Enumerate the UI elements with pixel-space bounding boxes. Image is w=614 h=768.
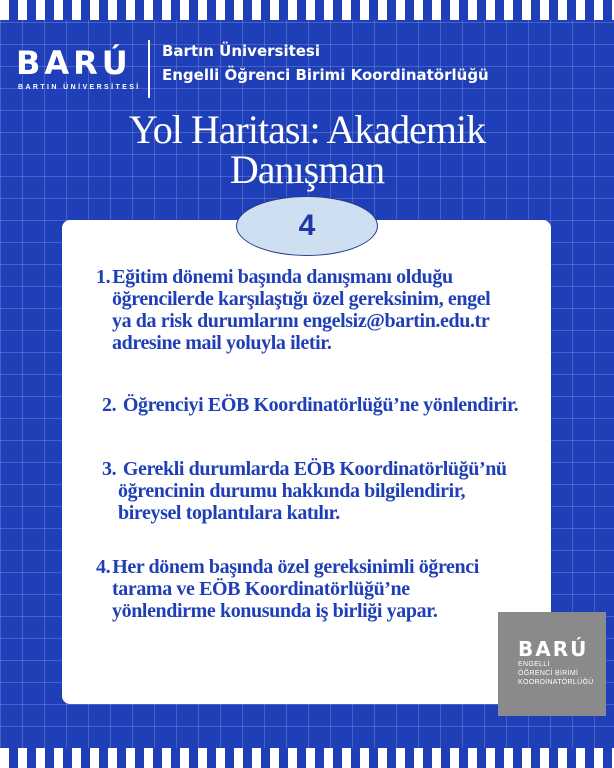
- stamp-line: ENGELLİ: [518, 661, 550, 668]
- item-line: yönlendirme konusunda iş birliği yapar.: [112, 600, 438, 622]
- top-stripe-border: [0, 0, 614, 20]
- header-divider: [148, 40, 150, 98]
- unit-name: Engelli Öğrenci Birimi Koordinatörlüğü: [162, 66, 489, 84]
- item-line: ya da risk durumlarını engelsiz@bartin.edu.tr: [112, 310, 490, 332]
- title-line-1: Yol Haritası: Akademik: [128, 107, 486, 152]
- item-line: Eğitim dönemi başında danışmanı olduğu: [112, 266, 453, 288]
- item-number: 4.: [96, 556, 111, 578]
- stamp-line: ÖĞRENCİ BİRİMİ: [518, 670, 579, 677]
- list-item: [96, 556, 536, 622]
- baru-logo: BARÚ: [16, 44, 132, 82]
- header: [16, 38, 606, 108]
- item-line: öğrencinin durumu hakkında bilgilendirir,: [118, 480, 466, 502]
- item-line: Her dönem başında özel gereksinimli öğrenci: [112, 556, 479, 578]
- item-line: tarama ve EÖB Koordinatörlüğü’ne: [112, 578, 410, 600]
- institution-name: Bartın Üniversitesi: [162, 42, 320, 60]
- list-item: [102, 394, 542, 416]
- item-number: 1.: [96, 266, 111, 288]
- page-title: [0, 107, 614, 192]
- logo-subtitle: BARTIN ÜNİVERSİTESİ: [18, 84, 141, 91]
- item-line: adresine mail yoluyla iletir.: [112, 332, 332, 354]
- list-item: [96, 266, 536, 354]
- unit-logo-stamp: [498, 612, 606, 716]
- step-number-badge: 4: [236, 196, 378, 256]
- item-line: bireysel toplantılara katılır.: [118, 502, 340, 524]
- item-line: öğrencilerde karşılaştığı özel gereksinim, engel: [112, 288, 491, 310]
- title-line-2: Danışman: [229, 147, 385, 192]
- item-number: 2.: [102, 394, 117, 416]
- stamp-logo: BARÚ: [518, 637, 589, 661]
- list-item: [102, 458, 532, 524]
- item-line: Öğrenciyi EÖB Koordinatörlüğü’ne yönlendirir.: [122, 394, 519, 416]
- bottom-stripe-border: [0, 748, 614, 768]
- item-line: Gerekli durumlarda EÖB Koordinatörlüğü’nü: [122, 458, 507, 480]
- stamp-line: KOORDİNATÖRLÜĞÜ: [518, 679, 594, 686]
- item-number: 3.: [102, 458, 117, 480]
